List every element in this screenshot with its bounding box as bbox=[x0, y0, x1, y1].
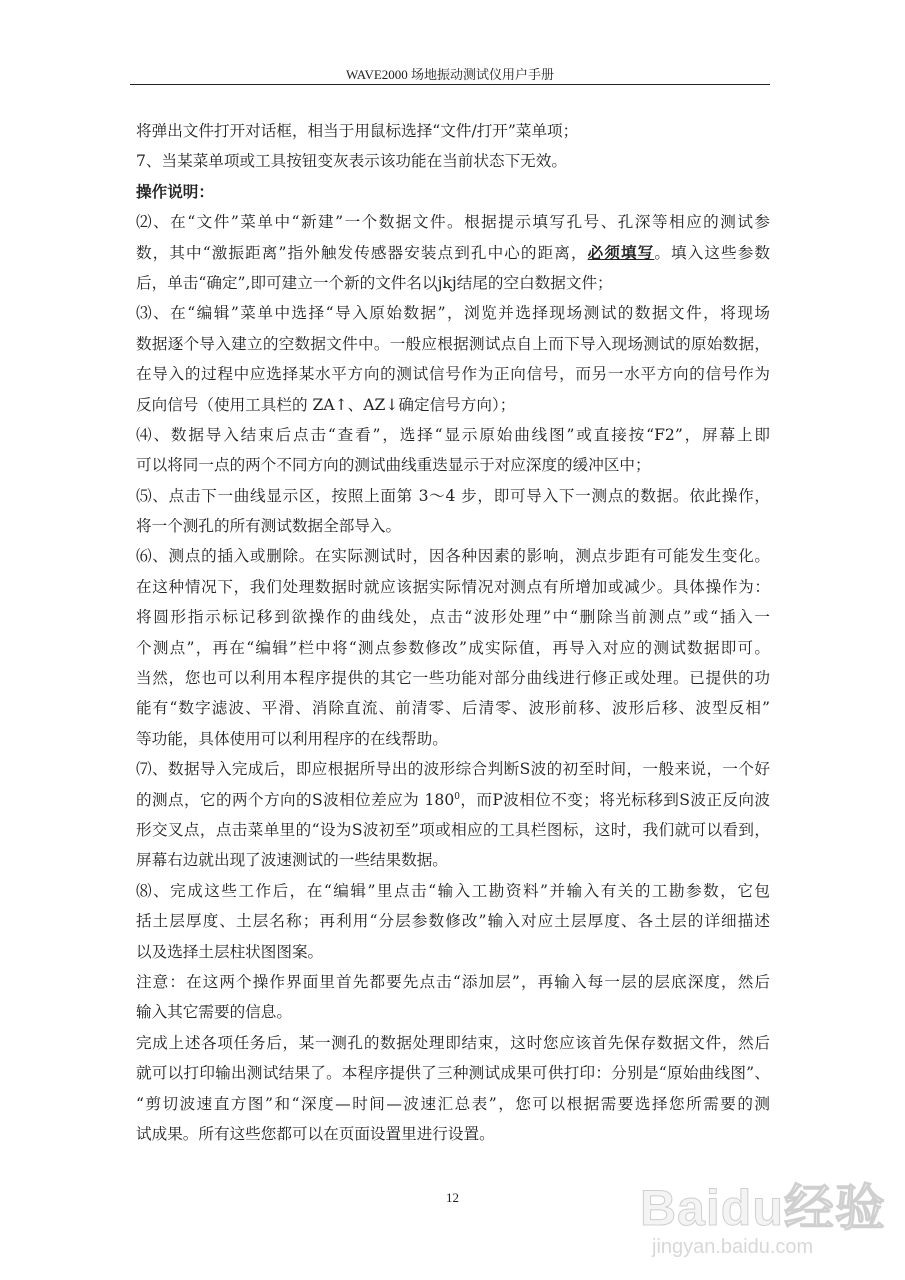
text-line bbox=[136, 238, 770, 268]
text-line: ⑸、点击下一曲线显示区，按照上面第 3～4 步，即可导入下一测点的数据。依此操作， bbox=[136, 486, 770, 505]
text-line: 在这种情况下，我们处理数据时就应该据实际情况对测点有所增加或减少。具体操作为： bbox=[136, 577, 770, 596]
text-line: 将一个测孔的所有测试数据全部导入。 bbox=[136, 517, 402, 536]
text-line: 等功能，具体使用可以利用程序的在线帮助。 bbox=[136, 729, 448, 748]
text-line: ⑻、完成这些工作后，在“编辑”里点击“输入工勘资料”并输入有关的工勘参数，它包 bbox=[136, 881, 770, 900]
text-line: 括土层厚度、土层名称；再利用“分层参数修改”输入对应土层厚度、各土层的详细描述 bbox=[136, 912, 770, 931]
page-number: 12 bbox=[446, 1190, 459, 1205]
section-heading: 操作说明： bbox=[136, 181, 214, 201]
header-rule bbox=[130, 84, 770, 85]
running-header: WAVE2000 场地振动测试仪用户手册 bbox=[345, 67, 555, 82]
text-line: 试成果。所有这些您都可以在页面设置里进行设置。 bbox=[136, 1124, 495, 1143]
text-segment: 。填入这些参数 bbox=[654, 243, 770, 262]
text-line: 完成上述各项任务后，某一测孔的数据处理即结束，这时您应该首先保存数据文件，然后 bbox=[136, 1033, 770, 1052]
document-body bbox=[136, 116, 770, 1149]
text-line: 注意：在这两个操作界面里首先都要先点击“添加层”，再输入每一层的层底深度，然后 bbox=[136, 972, 770, 991]
text-segment: 数，其中“激振距离”指外触发传感器安装点到孔中心的距离， bbox=[136, 243, 588, 262]
superscript: 0 bbox=[454, 791, 460, 802]
text-line: ⑹、测点的插入或删除。在实际测试时，因各种因素的影响，测点步距有可能发生变化。 bbox=[136, 547, 770, 566]
text-line: 形交叉点，点击菜单里的“设为S波初至”项或相应的工具栏图标，这时，我们就可以看到， bbox=[136, 820, 770, 839]
text-line: 数据逐个导入建立的空数据文件中。一般应根据测试点自上而下导入现场测试的原始数据， bbox=[136, 334, 770, 353]
text-line: 在导入的过程中应选择某水平方向的测试信号作为正向信号，而另一水平方向的信号作为 bbox=[136, 365, 770, 384]
watermark-url: jingyan.baidu.com bbox=[652, 1236, 814, 1258]
text-line: 以及选择土层柱状图图案。 bbox=[136, 942, 324, 961]
text-line: 个测点”，再在“编辑”栏中将“测点参数修改”成实际值，再导入对应的测试数据即可。 bbox=[136, 638, 770, 657]
text-line: 7、当某菜单项或工具按钮变灰表示该功能在当前状态下无效。 bbox=[136, 152, 567, 171]
text-line: ⑵、在“文件”菜单中“新建”一个数据文件。根据提示填写孔号、孔深等相应的测试参 bbox=[136, 213, 770, 232]
text-line bbox=[136, 785, 770, 815]
text-line: ⑷、数据导入结束后点击“查看”，选择“显示原始曲线图”或直接按“F2”，屏幕上即 bbox=[136, 425, 770, 444]
text-line: 屏幕右边就出现了波速测试的一些结果数据。 bbox=[136, 851, 448, 870]
text-line: 反向信号（使用工具栏的 ZA↑、AZ↓确定信号方向）； bbox=[136, 395, 516, 414]
emphasis-text: 必须填写 bbox=[587, 242, 655, 262]
watermark-logo: Baidu经验 bbox=[640, 1180, 886, 1236]
text-line: 就可以打印输出测试结果了。本程序提供了三种测试成果可供打印：分别是“原始曲线图”、 bbox=[136, 1064, 770, 1083]
text-line: 可以将同一点的两个不同方向的测试曲线重迭显示于对应深度的缓冲区中； bbox=[136, 456, 651, 475]
text-line: ⑺、数据导入完成后，即应根据所导出的波形综合判断S波的初至时间，一般来说，一个好 bbox=[136, 760, 770, 779]
text-line: 后，单击“确定”,即可建立一个新的文件名以jkj结尾的空白数据文件； bbox=[136, 273, 613, 292]
text-line: “剪切波速直方图”和“深度—时间—波速汇总表”，您可以根据需要选择您所需要的测 bbox=[136, 1094, 770, 1113]
text-line: 将圆形指示标记移到欲操作的曲线处，点击“波形处理”中“删除当前测点”或“插入一 bbox=[136, 608, 770, 627]
text-segment: ，而P波相位不变；将光标移到S波正反向波 bbox=[459, 790, 770, 809]
text-line: 当然，您也可以利用本程序提供的其它一些功能对部分曲线进行修正或处理。已提供的功 bbox=[136, 669, 770, 688]
text-line: ⑶、在“编辑”菜单中选择“导入原始数据”，浏览并选择现场测试的数据文件，将现场 bbox=[136, 304, 770, 323]
text-line: 将弹出文件打开对话框，相当于用鼠标选择“文件/打开”菜单项； bbox=[136, 122, 579, 140]
text-line: 能有“数字滤波、平滑、消除直流、前清零、后清零、波形前移、波形后移、波型反相” bbox=[136, 699, 770, 718]
text-line: 输入其它需要的信息。 bbox=[136, 1003, 292, 1022]
baidu-watermark bbox=[640, 1168, 895, 1273]
text-segment: 的测点，它的两个方向的S波相位差应为 180 bbox=[136, 790, 455, 809]
